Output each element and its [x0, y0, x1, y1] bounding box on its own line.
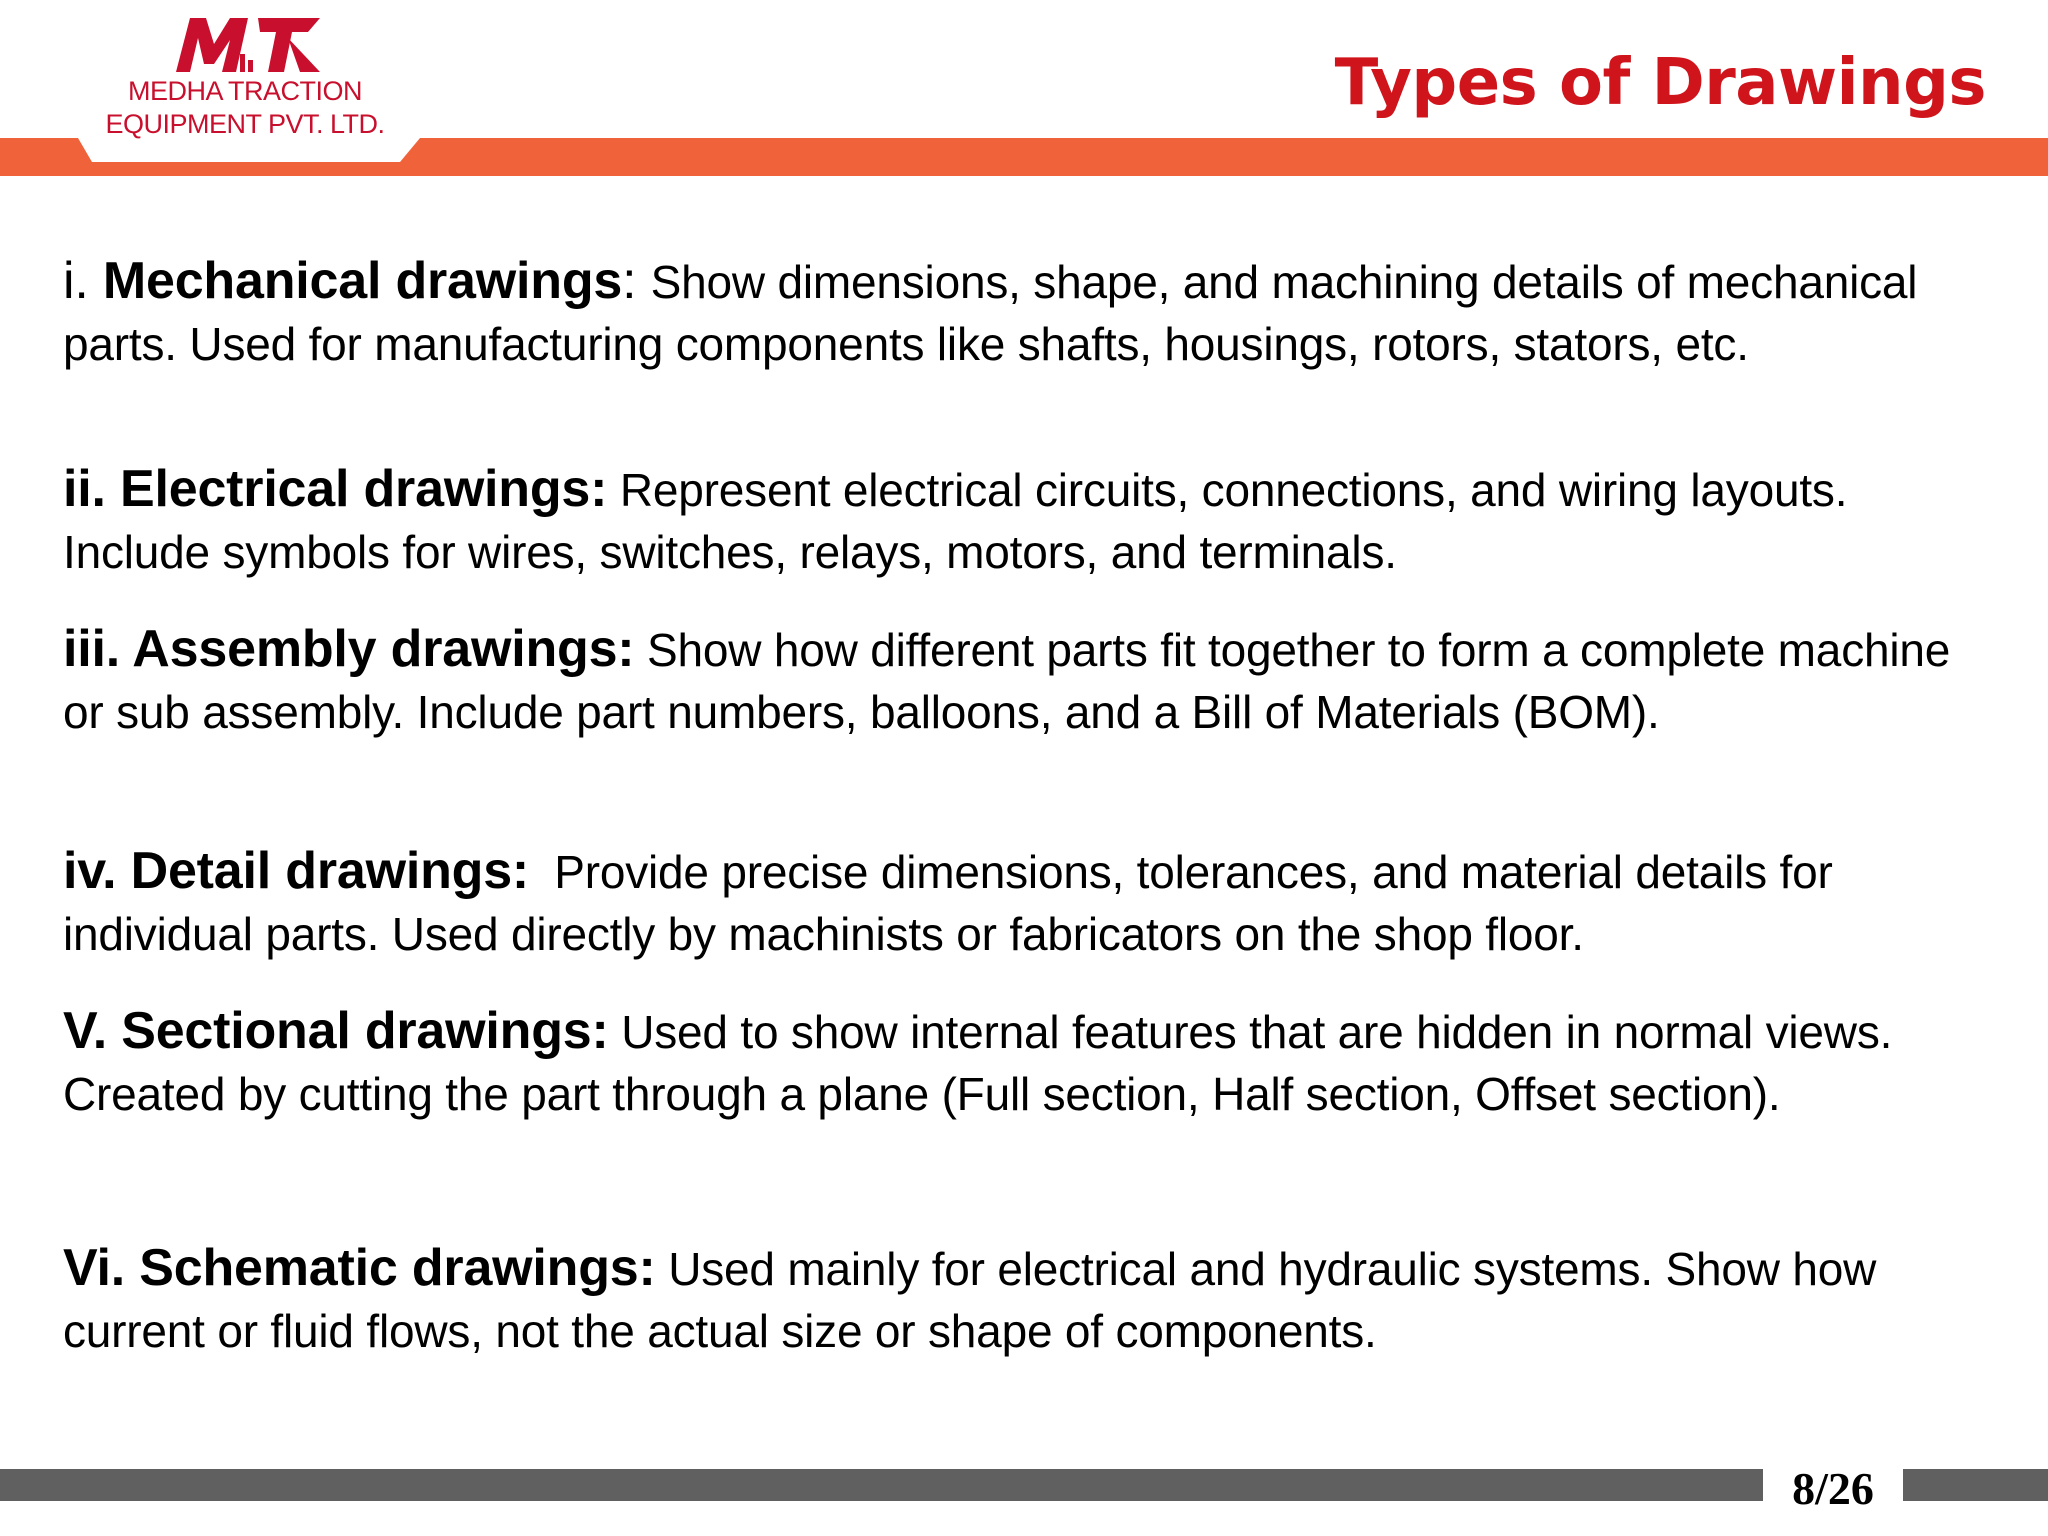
item-prefix: i.	[63, 252, 103, 310]
item-term: Mechanical drawings	[102, 252, 623, 310]
item-separator	[656, 1243, 669, 1295]
item-term: V. Sectional drawings:	[63, 1002, 609, 1060]
list-item-schematic	[63, 1237, 2003, 1362]
page-number: 8/26	[1792, 1463, 1874, 1514]
item-body: Represent electrical circuits, connections, and wiring layouts. Include symbols for wires, switches, relays, motors, and terminals.	[63, 464, 1848, 578]
item-body: Used mainly for electrical and hydraulic systems. Show how current or fluid flows, not the actual size or shape of components.	[63, 1243, 1877, 1357]
item-body: Show how different parts fit together to form a complete machine or sub assembly. Include part numbers, balloons, and a Bill of Materials (BOM).	[63, 624, 1951, 738]
company-name-line1: MEDHA TRACTION	[127, 76, 363, 106]
item-term: Vi. Schematic drawings:	[63, 1239, 656, 1297]
item-body: Show dimensions, shape, and machining details of mechanical parts. Used for manufacturing components like shafts, housings, rotors, stators, etc.	[63, 256, 1918, 370]
item-separator	[634, 624, 647, 676]
item-term: iv. Detail drawings:	[63, 842, 530, 900]
item-separator	[529, 846, 554, 898]
list-item-detail	[63, 840, 2003, 965]
list-item-electrical	[63, 458, 2003, 583]
item-body: Provide precise dimensions, tolerances, and material details for individual parts. Used directly by machinists or fabricators on the shop floor.	[63, 846, 1833, 960]
list-item-assembly	[63, 618, 2003, 743]
company-name-line2: EQUIPMENT PVT. LTD.	[105, 109, 385, 139]
item-separator	[609, 1006, 622, 1058]
company-logo	[0, 0, 420, 165]
item-term: ii. Electrical drawings:	[63, 460, 608, 518]
item-separator: :	[622, 252, 651, 310]
list-item-sectional	[63, 1000, 2003, 1125]
item-separator	[607, 464, 620, 516]
medha-logo-icon	[168, 14, 328, 76]
item-body: Used to show internal features that are hidden in normal views. Created by cutting the part through a plane (Full section, Half section, Offset section).	[63, 1006, 1893, 1120]
item-term: iii. Assembly drawings:	[63, 620, 635, 678]
list-item-mechanical	[63, 250, 2003, 375]
footer-band	[0, 1469, 2048, 1501]
page-title: Types of Drawings	[1334, 46, 1986, 120]
